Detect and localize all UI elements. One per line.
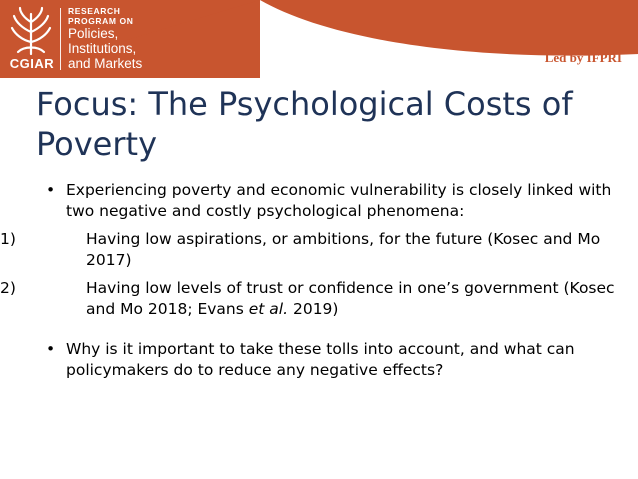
program-line-policies: Policies, xyxy=(68,26,119,41)
numbered-item-2 xyxy=(0,278,616,320)
numbered-marker-1: 1) xyxy=(0,230,16,248)
bullet-marker: • xyxy=(46,181,56,199)
bullet-item xyxy=(46,180,616,222)
program-line-program-on: PROGRAM ON xyxy=(68,16,134,26)
numbered-text-2a: Having low levels of trust or confidence in one’s government (Kosec and Mo 2018; Evans xyxy=(86,279,615,318)
cgiar-logo-text: CGIAR xyxy=(9,56,55,71)
bullet-text-2: Why is it important to take these tolls into account, and what can policymakers do to reduce any negative effects? xyxy=(66,340,575,379)
program-line-institutions: Institutions, xyxy=(68,41,137,56)
numbered-item-1 xyxy=(0,229,616,271)
slide-title-line2: Poverty xyxy=(36,125,157,163)
slide-title-line1: Focus: The Psychological Costs of xyxy=(36,85,573,123)
bullet-text-1: Experiencing poverty and economic vulnerability is closely linked with two negative and costly psychological phenomena: xyxy=(66,181,612,220)
numbered-text-2-italic: et al. xyxy=(248,300,289,318)
numbered-text-1: Having low aspirations, or ambitions, for the future (Kosec and Mo 2017) xyxy=(86,230,601,269)
numbered-text-2b: 2019) xyxy=(288,300,339,318)
cgiar-emblem-icon xyxy=(10,6,52,56)
numbered-marker-2: 2) xyxy=(0,279,16,297)
slide-content xyxy=(0,180,616,381)
slide-title xyxy=(36,84,606,164)
program-name xyxy=(68,6,142,71)
led-by-ifpri: Led by IFPRI xyxy=(544,50,622,65)
logo-divider xyxy=(60,8,61,70)
bullet-marker: • xyxy=(46,340,56,358)
program-line-research: RESEARCH xyxy=(68,6,121,16)
bullet-item xyxy=(46,339,616,381)
program-line-markets: and Markets xyxy=(68,56,143,71)
